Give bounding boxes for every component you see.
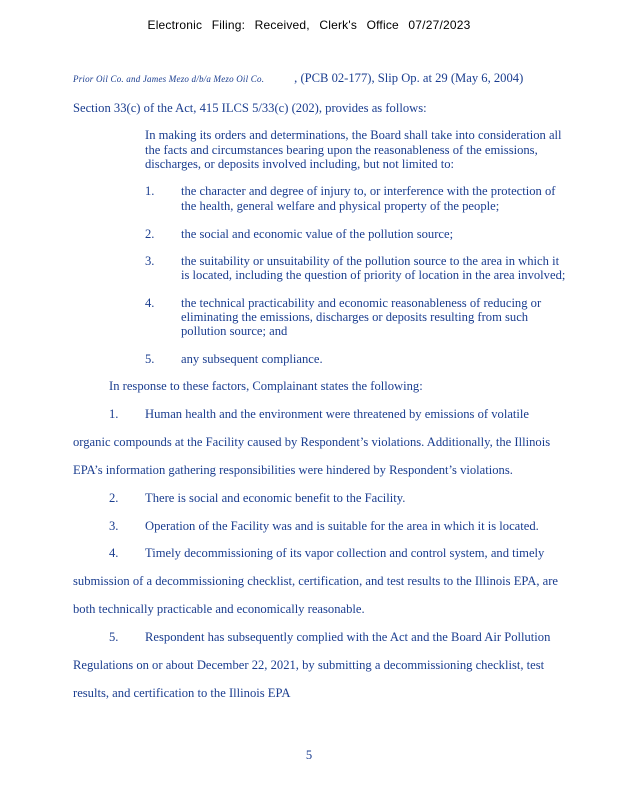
case-name: Prior Oil Co. and James Mezo d/b/a Mezo Oil Co. <box>73 74 265 84</box>
case-citation <box>73 71 523 86</box>
quote-line: In making its orders and determinations, the Board shall take into consideration all <box>145 128 562 142</box>
response-number: 2. <box>109 491 119 505</box>
quote-line: the facts and circumstances bearing upon the reasonableness of the emissions, <box>145 143 538 157</box>
quote-item-number: 2. <box>145 227 155 241</box>
response-intro: In response to these factors, Complainant states the following: <box>109 379 423 393</box>
page-number: 5 <box>305 748 313 762</box>
quote-item-number: 3. <box>145 254 155 268</box>
response-line: EPA’s information gathering responsibilities were hindered by Respondent’s violations. <box>73 463 513 477</box>
quote-item-line: pollution source; and <box>181 324 288 338</box>
case-citation-tail: , (PCB 02-177), Slip Op. at 29 (May 6, 2004) <box>294 71 524 85</box>
response-line: organic compounds at the Facility caused by Respondent’s violations. Additionally, the Illinois <box>73 435 551 449</box>
response-line: Timely decommissioning of its vapor collection and control system, and timely <box>145 546 545 560</box>
quote-item-line: the health, general welfare and physical property of the people; <box>181 199 500 213</box>
quote-item-line: any subsequent compliance. <box>181 352 323 366</box>
response-line: results, and certification to the Illinois EPA <box>73 686 291 700</box>
quote-item-number: 4. <box>145 296 155 310</box>
quote-item-number: 5. <box>145 352 155 366</box>
response-line: submission of a decommissioning checklist, certification, and test results to the Illinois EPA, are <box>73 574 559 588</box>
quote-item-line: eliminating the emissions, discharges or deposits resulting from such <box>181 310 529 324</box>
section-intro: Section 33(c) of the Act, 415 ILCS 5/33(c) (202), provides as follows: <box>73 101 427 115</box>
quote-item-line: the technical practicability and economic reasonableness of reducing or <box>181 296 542 310</box>
response-line: Human health and the environment were threatened by emissions of volatile <box>145 407 529 421</box>
response-line: both technically practicable and economically reasonable. <box>73 602 365 616</box>
quote-item-line: the social and economic value of the pollution source; <box>181 227 454 241</box>
quote-item-line: the suitability or unsuitability of the pollution source to the area in which it <box>181 254 560 268</box>
response-line: Regulations on or about December 22, 2021, by submitting a decommissioning checklist, test <box>73 658 545 672</box>
filing-stamp-header: Electronic Filing: Received, Clerk's Office 07/27/2023 <box>147 18 471 32</box>
response-line: Operation of the Facility was and is suitable for the area in which it is located. <box>145 519 539 533</box>
response-line: There is social and economic benefit to the Facility. <box>145 491 406 505</box>
response-number: 3. <box>109 519 119 533</box>
quote-item-line: the character and degree of injury to, or interference with the protection of <box>181 184 556 198</box>
response-line: Respondent has subsequently complied with the Act and the Board Air Pollution <box>145 630 551 644</box>
response-number: 4. <box>109 546 119 560</box>
response-number: 1. <box>109 407 119 421</box>
response-number: 5. <box>109 630 119 644</box>
quote-item-number: 1. <box>145 184 155 198</box>
quote-line: discharges, or deposits involved including, but not limited to: <box>145 157 454 171</box>
quote-item-line: is located, including the question of priority of location in the area involved; <box>181 268 566 282</box>
